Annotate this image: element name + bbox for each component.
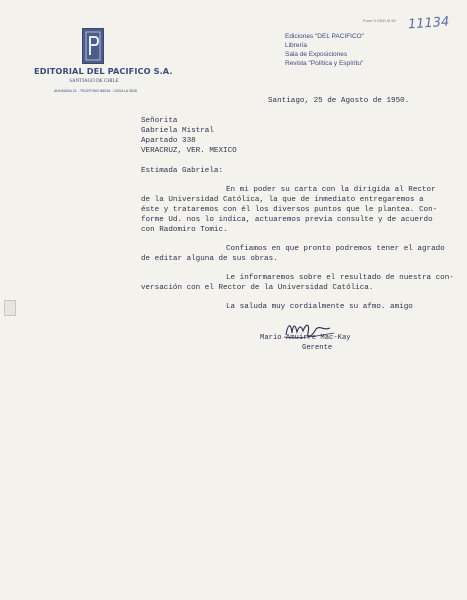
body-line: de editar alguna de sus obras. bbox=[141, 255, 278, 263]
paper-tab bbox=[4, 300, 16, 316]
body-line: de la Universidad Católica, la que de inmediato entregaremos a bbox=[141, 196, 424, 204]
service-item: Sala de Exposiciones bbox=[285, 51, 348, 58]
body-line: con Radomiro Tomic. bbox=[141, 226, 228, 234]
handwritten-signature bbox=[282, 317, 352, 345]
body-line: En mi poder su carta con la dirigida al Rector bbox=[226, 186, 436, 194]
archive-number: 11134 bbox=[407, 14, 450, 33]
recipient-line: Gabriela Mistral bbox=[141, 127, 214, 135]
letter-date: Santiago, 25 de Agosto de 1950. bbox=[268, 97, 410, 105]
closing-line: La saluda muy cordialmente su afmo. amigo bbox=[226, 303, 413, 311]
recipient-line: VERACRUZ, VER. MEXICO bbox=[141, 147, 237, 155]
body-line: versación con el Rector de la Universidad Católica. bbox=[141, 284, 374, 292]
salutation: Estimada Gabriela: bbox=[141, 167, 224, 175]
service-item: Ediciones "DEL PACIFICO" bbox=[285, 33, 365, 40]
signer-title: Gerente bbox=[302, 344, 333, 352]
body-line: éste y trataremos con él los diversos puntos que le plantea. Con- bbox=[141, 206, 438, 214]
body-line: Confiamos en que pronto podremos tener el agrado bbox=[226, 245, 445, 253]
form-number: Form 5 1000 III 50 bbox=[363, 18, 396, 23]
service-item: Revista "Política y Espíritu" bbox=[285, 60, 364, 67]
service-item: Librería bbox=[285, 42, 308, 49]
recipient-line: Señorita bbox=[141, 117, 178, 125]
recipient-line: Apartado 338 bbox=[141, 137, 196, 145]
body-line: Le informaremos sobre el resultado de nuestra con- bbox=[226, 274, 454, 282]
signer-name: Mario Amuirre Mac-Kay bbox=[260, 334, 351, 342]
publisher-city: SANTIAGO DE CHILE bbox=[69, 79, 119, 84]
publisher-services bbox=[285, 32, 364, 68]
publisher-address: AHUMADA 21 - TELEFONO 88016 - CASILLA 3536 bbox=[53, 89, 138, 93]
publisher-name: EDITORIAL DEL PACIFICO S.A. bbox=[34, 66, 173, 76]
publisher-logo-icon bbox=[82, 28, 104, 64]
body-line: forme Ud. nos lo indica, actuaremos previa consulte y de acuerdo bbox=[141, 216, 433, 224]
